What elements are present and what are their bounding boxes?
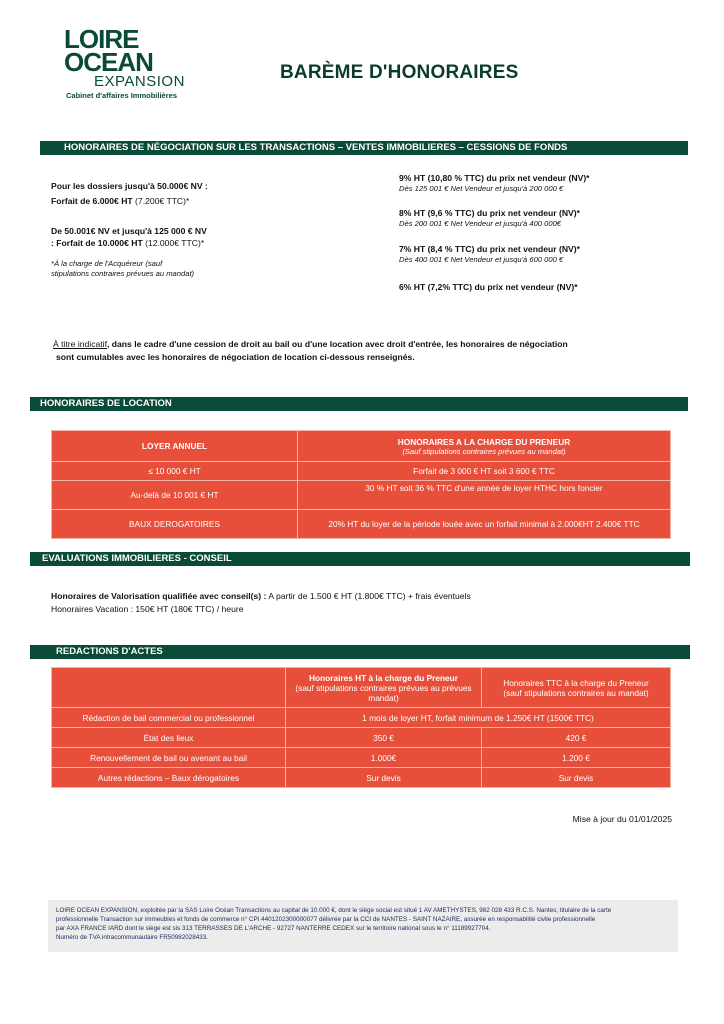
table-row — [52, 748, 671, 768]
logo-text-loire: LOIRE — [64, 24, 139, 54]
section-title: EVALUATIONS IMMOBILIERES - CONSEIL — [42, 553, 232, 564]
col-loyer-annuel: LOYER ANNUEL — [52, 431, 298, 462]
company-logo — [64, 26, 192, 104]
honoraires-cell: 30 % HT soit 36 % TTC d'une année de loyer HTHC hors foncier — [298, 481, 671, 510]
empty-header-cell — [52, 668, 286, 708]
tarif-ht-cell: 1.000€ — [286, 748, 482, 768]
forfait-2-bold: : Forfait de 10.000€ HT — [51, 238, 143, 248]
forfait-1-bold: Forfait de 6.000€ HT — [51, 196, 133, 206]
honoraires-cell: Forfait de 3 000 € HT soit 3 600 € TTC — [298, 462, 671, 481]
forfait-2-ttc: (12.000€ TTC)* — [142, 238, 205, 248]
col-ht-title: Honoraires HT à la charge du Preneur — [309, 672, 458, 683]
tarif-ttc-cell: 1.200 € — [482, 748, 671, 768]
update-date: Mise à jour du 01/01/2025 — [572, 814, 672, 824]
evaluation-valorisation — [51, 591, 691, 602]
negociation-forfait-1 — [51, 196, 281, 207]
rate-7-main: 7% HT (8,4 % TTC) du prix net vendeur (NV)* — [399, 244, 580, 254]
loyer-cell: BAUX DEROGATOIRES — [52, 510, 298, 539]
section-title: HONORAIRES DE LOCATION — [40, 398, 172, 409]
col-honoraires-ht — [286, 668, 482, 708]
page-title: BARÈME D'HONORAIRES — [280, 62, 519, 83]
col-honoraires-preneur — [298, 431, 671, 462]
forfait-1-ttc: (7.200€ TTC)* — [132, 196, 190, 206]
acte-cell: Rédaction de bail commercial ou professionnel — [52, 708, 286, 728]
footer-line: par AXA FRANCE IARD dont le siège est sis 313 TERRASSES DE L'ARCHE - 92727 NANTERRE CEDEX sur le territoire national sous le n° 11189927704. — [56, 925, 491, 933]
col-honoraires-title: HONORAIRES A LA CHARGE DU PRENEUR — [397, 436, 571, 447]
tarif-ht-cell: Sur devis — [286, 768, 482, 788]
logo-text-expansion: EXPANSION — [94, 73, 185, 90]
col-ttc-title: Honoraires TTC à la charge du Preneur — [503, 677, 649, 688]
indicatif-label: À titre indicatif — [53, 339, 107, 349]
loyer-cell: ≤ 10 000 € HT — [52, 462, 298, 481]
table-row — [52, 462, 671, 481]
indicatif-text-1: , dans le cadre d'une cession de droit au bail ou d'une location avec droit d'entrée, les honoraires de négociation — [106, 339, 568, 349]
table-row — [52, 768, 671, 788]
table-row — [52, 728, 671, 748]
section-header-redactions — [30, 645, 690, 659]
table-header-row — [52, 668, 671, 708]
redactions-table — [51, 667, 671, 788]
rate-6-main: 6% HT (7,2% TTC) du prix net vendeur (NV)* — [399, 282, 578, 292]
indicatif-paragraph — [53, 339, 693, 350]
tarif-ttc-cell: Sur devis — [482, 768, 671, 788]
section-title: REDACTIONS D'ACTES — [56, 646, 163, 657]
negociation-threshold-2: De 50.001€ NV et jusqu'à 125 000 € NV — [51, 226, 207, 236]
tarif-ht-cell: 350 € — [286, 728, 482, 748]
logo-tagline: Cabinet d'affaires Immobilières — [66, 91, 177, 100]
table-row — [52, 708, 671, 728]
negociation-threshold-1: Pour les dossiers jusqu'à 50.000€ NV : — [51, 181, 208, 191]
table-row — [52, 481, 671, 510]
section-header-location — [30, 397, 688, 411]
footer-line: professionnelle Transaction sur immeubles et fonds de commerce n° CPI 4401202300000077 délivrée par la CCI de NANTES - SAINT NAZAIRE, assurée en responsabilité civile professionnelle — [56, 916, 596, 924]
table-header-row — [52, 431, 671, 462]
col-honoraires-sub: (Sauf stipulations contraires prévues au mandat) — [402, 446, 566, 456]
col-honoraires-ttc — [482, 668, 671, 708]
section-title: HONORAIRES DE NÉGOCIATION SUR LES TRANSACTIONS – VENTES IMMOBILIERES – CESSIONS DE FONDS — [64, 142, 568, 153]
negociation-note: *À la charge de l'Acquéreur (sauf stipulations contraires prévues au mandat) — [51, 259, 195, 278]
acte-cell: Autres rédactions – Baux dérogatoires — [52, 768, 286, 788]
tarif-ttc-cell: 420 € — [482, 728, 671, 748]
acte-cell: État des lieux — [52, 728, 286, 748]
location-table — [51, 430, 671, 539]
evaluation-vacation: Honoraires Vacation : 150€ HT (180€ TTC) / heure — [51, 604, 244, 614]
rate-8-main: 8% HT (9,6 % TTC) du prix net vendeur (NV)* — [399, 208, 580, 218]
valorisation-price: A partir de 1.500 € HT (1.800€ TTC) + frais éventuels — [266, 591, 471, 601]
loyer-cell: Au-delà de 10 001 € HT — [52, 481, 298, 510]
col-ttc-sub: (sauf stipulations contraires au mandat) — [503, 687, 649, 698]
logo-text-ocean: OCEAN — [64, 47, 153, 77]
tarif-cell: 1 mois de loyer HT, forfait minimum de 1.250€ HT (1500€ TTC) — [286, 708, 671, 728]
valorisation-label: Honoraires de Valorisation qualifiée avec conseil(s) : — [51, 591, 267, 601]
legal-footer — [48, 900, 678, 952]
section-header-negociation — [40, 141, 688, 155]
footer-line: LOIRE OCEAN EXPANSION, exploitée par la SAS Loire Océan Transactions au capital de 10.000 €, dont le siège social est situé 1 AV AMETHYSTES, 982 028 433 R.C.S. Nantes, titulaire de la carte — [56, 907, 612, 914]
negociation-forfait-2 — [51, 238, 281, 249]
rate-7-sub: Dès 400 001 € Net Vendeur et jusqu'à 600 000 € — [399, 255, 564, 264]
rate-8-sub: Dès 200 001 € Net Vendeur et jusqu'à 400 000€ — [399, 219, 562, 228]
table-row — [52, 510, 671, 539]
rate-9-sub: Dès 125 001 € Net Vendeur et jusqu'à 200 000 € — [399, 184, 564, 193]
rate-9-main: 9% HT (10,80 % TTC) du prix net vendeur (NV)* — [399, 173, 590, 183]
indicatif-text-2: sont cumulables avec les honoraires de négociation de location ci-dessous renseignés. — [56, 352, 415, 362]
footer-line: Numéro de TVA intracommunautaire FR50982028433. — [56, 934, 209, 942]
acte-cell: Renouvellement de bail ou avenant au bail — [52, 748, 286, 768]
section-header-evaluations — [30, 552, 690, 566]
honoraires-cell: 20% HT du loyer de la période louée avec un forfait minimal à 2.000€HT 2.400€ TTC — [298, 510, 671, 539]
col-ht-sub: (sauf stipulations contraires prévues au prévues mandat) — [295, 682, 472, 703]
